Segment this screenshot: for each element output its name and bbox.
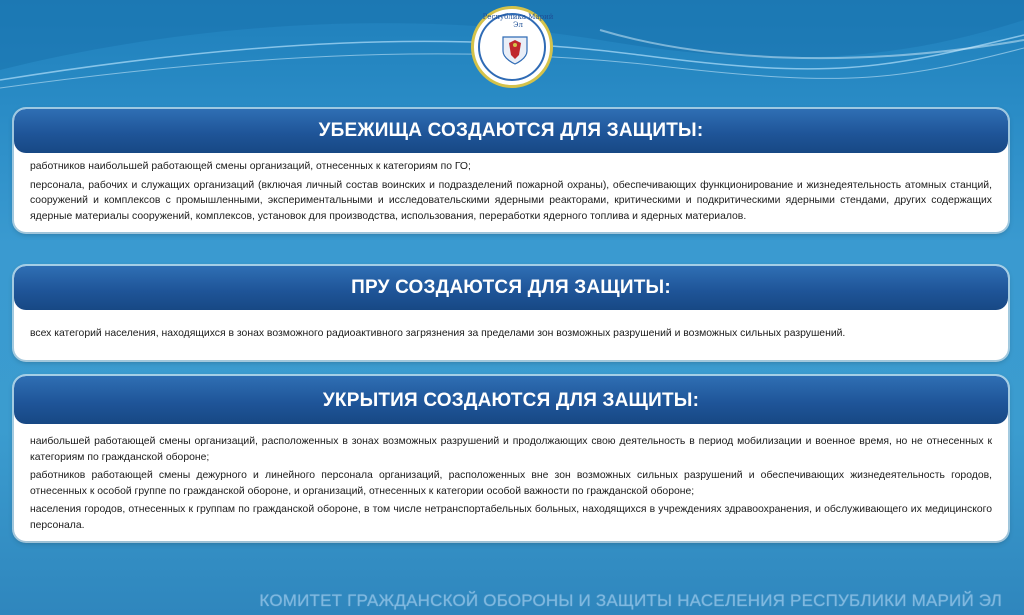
section-title: УБЕЖИЩА СОЗДАЮТСЯ ДЛЯ ЗАЩИТЫ: [14, 109, 1008, 153]
emblem [471, 6, 553, 88]
section-body [14, 153, 1008, 232]
section-covers [14, 376, 1008, 541]
list-item: всех категорий населения, находящихся в зонах возможного радиоактивного загрязнения за пределами зон возможных разрушений и возможных сильных разрушений. [30, 328, 846, 339]
coat-of-arms-icon [502, 35, 528, 65]
section-title: УКРЫТИЯ СОЗДАЮТСЯ ДЛЯ ЗАЩИТЫ: [14, 376, 1008, 424]
section-title: ПРУ СОЗДАЮТСЯ ДЛЯ ЗАЩИТЫ: [14, 266, 1008, 310]
list-item: наибольшей работающей смены организаций, расположенных в зонах возможных разрушений и продолжающих свою деятельность в период мобилизации и военное время, но не отнесенных к категориям по гражданской обороне; [30, 436, 992, 463]
section-body [14, 424, 1008, 541]
section-body [14, 310, 1008, 360]
footer-caption: КОМИТЕТ ГРАЖДАНСКОЙ ОБОРОНЫ И ЗАЩИТЫ НАСЕЛЕНИЯ РЕСПУБЛИКИ МАРИЙ ЭЛ [259, 591, 1002, 610]
list-item: персонала, рабочих и служащих организаций (включая личный состав воинских и подразделений пожарной охраны), обеспечивающих функционирование и жизнедеятельность атомных станций, сооружений и комплексов с промышленными, экспериментальными и исследовательскими ядерными реакторами, критическими и подкритическими ядерными стендами, других содержащих ядерные материалы сооружений, комплексов, установок для производства, использования, переработки ядерного топлива и ядерных материалов. [30, 179, 992, 222]
emblem-ring [478, 13, 554, 81]
emblem-ring-text: Республика Марий Эл [482, 13, 554, 29]
section-pru [14, 266, 1008, 360]
list-item: населения городов, отнесенных к группам по гражданской обороне, в том числе нетранспортабельных больных, находящихся в учреждениях здравоохранения, и обслуживающего их медицинского персонала. [30, 504, 992, 531]
list-item: работников наибольшей работающей смены организаций, отнесенных к категориям по ГО; [30, 161, 471, 172]
list-item: работников работающей смены дежурного и линейного персонала организаций, расположенных вне зон возможных сильных разрушений и обеспечивающих жизнедеятельность городов, отнесенных к особой группе по гражданской обороне, и организаций, отнесенных к категории особой важности по гражданской обороне; [30, 470, 992, 497]
section-shelters [14, 109, 1008, 232]
